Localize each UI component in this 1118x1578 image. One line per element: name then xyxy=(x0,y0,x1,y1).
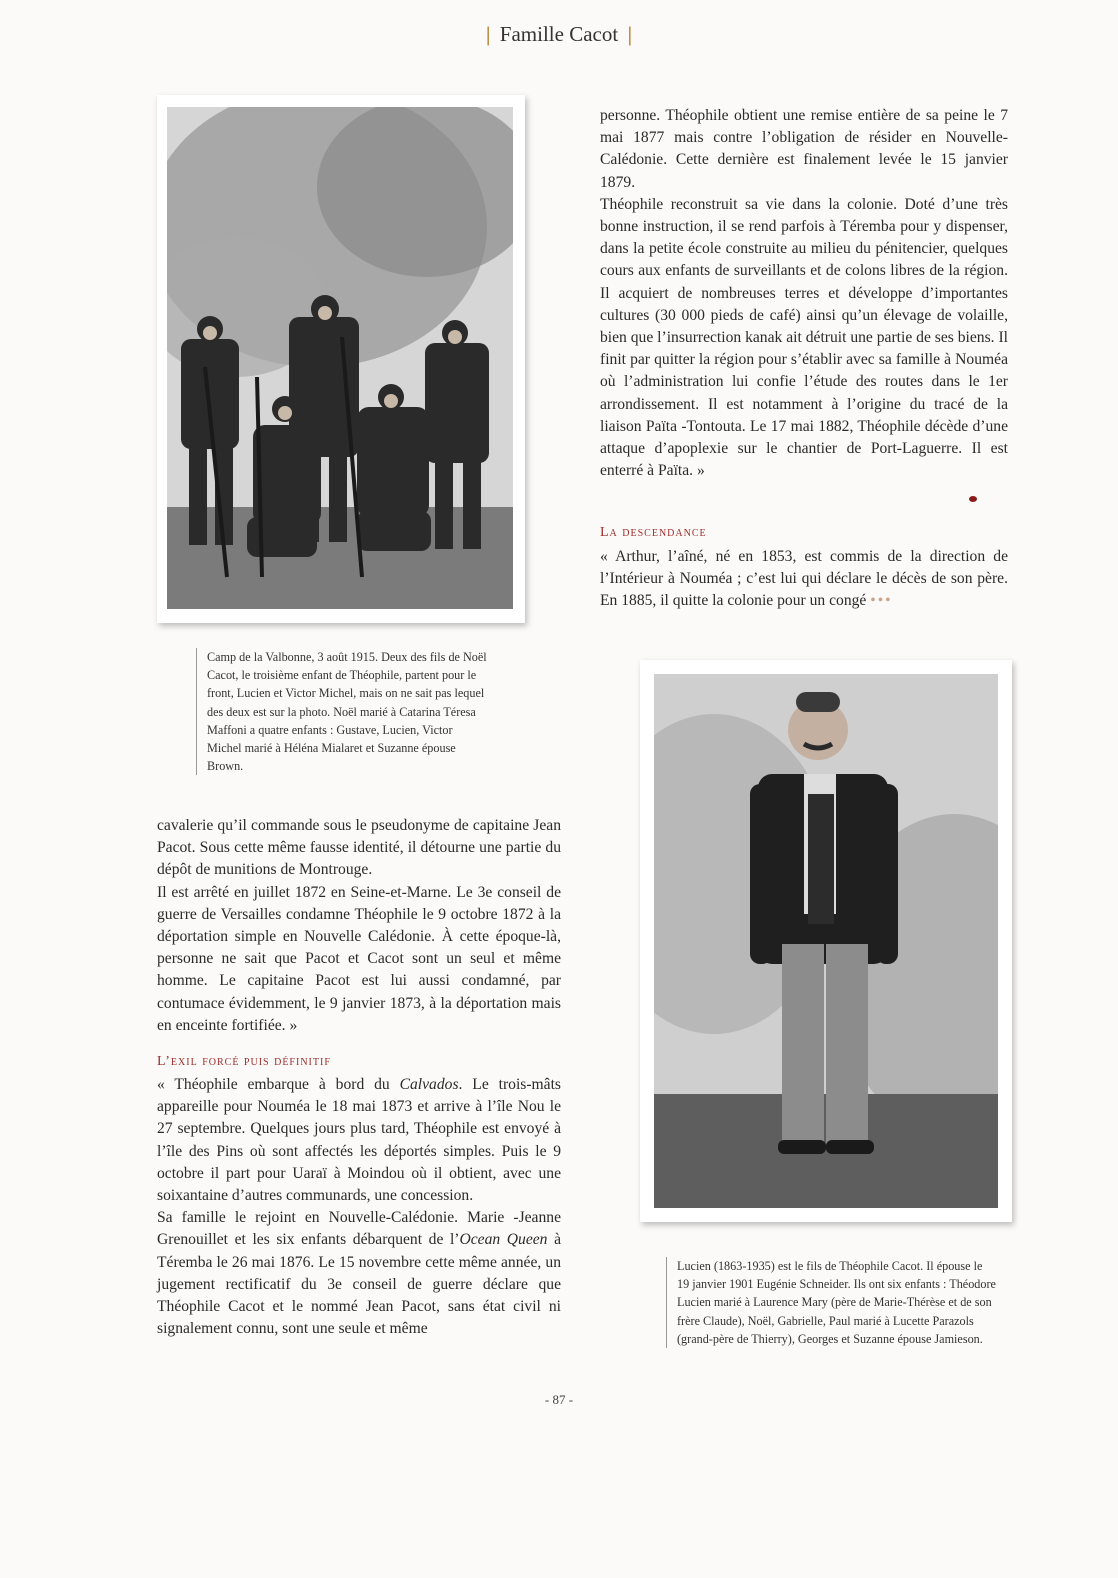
text-run: . Le trois-mâts appareille pour Nouméa le 18 mai 1873 et arrive à l’île Nou le 27 septembre. Quelques jours plus tard, Théophile est envoyé à l’île des Pins où sont affectés les déportés simples. Puis le 9 octobre il part pour Uaraï à Moindou où il obtient, avec une soixantaine d’autres communards, une concession. xyxy=(157,1076,562,1205)
lucien-photo xyxy=(654,674,998,1208)
continue-marker: ••• xyxy=(870,592,893,610)
text-run: à Téremba le 26 mai 1876. Le 15 novembre cette même année, un jugement rectificatif du 3e conseil de guerre déclare que Théophile Cacot et le nommé Jean Pacot, sans état civil ni signalement connu, sont une seule et même xyxy=(157,1231,561,1338)
text-run: « Théophile embarque à bord du xyxy=(157,1076,400,1093)
paragraph: personne. Théophile obtient une remise entière de sa peine le 7 mai 1877 mais contre l’obligation de résider en Nouvelle-Calédonie. Cette dernière est finalement levée le 15 janvier 1879. xyxy=(600,107,1008,191)
header-separator-right: | xyxy=(627,22,633,46)
page-number: - 87 - xyxy=(544,1392,574,1407)
soldiers-photo xyxy=(167,107,513,609)
text-run: Sa famille le rejoint en Nouvelle-Calédonie. Marie -Jeanne Grenouillet et les six enfants débarquent de l’ xyxy=(157,1209,561,1249)
paragraph xyxy=(157,1074,561,1207)
paragraph: « Arthur, l’aîné, né en 1853, est commis de la direction de l’Intérieur à Nouméa ; c’est lui qui déclare le décès de son père. En 1885, il quitte la colonie pour un congé xyxy=(600,548,1008,610)
paragraph: Il est arrêté en juillet 1872 en Seine-et-Marne. Le 3e conseil de guerre de Versailles condamne Théophile le 9 octobre 1872 à la déportation simple en Nouvelle Calédonie. À cette époque-là, personne ne sait que Pacot et Cacot sont un seul et même homme. Le capitaine Pacot est lui aussi condamné, par contumace évidemment, le 9 janvier 1873, à la déportation mais en enceinte fortifiée. » xyxy=(157,883,561,1034)
header-title: Famille Cacot xyxy=(499,22,619,46)
soldiers-photo-frame xyxy=(157,95,525,623)
paragraph xyxy=(157,1207,561,1340)
ship-name: Calvados xyxy=(399,1076,459,1093)
paragraph: cavalerie qu’il commande sous le pseudonyme de capitaine Jean Pacot. Sous cette même fausse identité, il détourne une partie du dépôt de munitions de Montrouge. xyxy=(157,817,561,879)
lucien-photo-frame xyxy=(640,660,1012,1222)
left-column-text xyxy=(157,815,561,1037)
right-column-text xyxy=(600,105,1008,482)
section-heading-descendance: La descendance xyxy=(600,525,707,540)
paragraph: Théophile reconstruit sa vie dans la colonie. Doté d’une très bonne instruction, il se rend parfois à Téremba pour y dispenser, dans la petite école construite au milieu du pénitencier, quelques cours aux enfants de surveillants et de colons libres de la région. Il acquiert de nombreuses terres et développe d’importantes cultures (30 000 pieds de café) ainsi qu’un élevage de volaille, bien que l’insurrection kanak ait détruit une partie de ses biens. Il finit par quitter la région pour s’établir avec sa famille à Nouméa où l’administration lui confie l’étude des routes dans le 1er arrondissement. Il est notamment à l’origine du tracé de la liaison Païta -Tontouta. Le 17 mai 1882, Théophile décède d’une attaque d’apoplexie sur le chantier de Port-Laguerre. Il est enterré à Païta. » xyxy=(600,195,1008,480)
ship-name: Ocean Queen xyxy=(459,1231,548,1249)
decorative-mark xyxy=(969,496,977,502)
lucien-photo-caption: Lucien (1863-1935) est le fils de Théophile Cacot. Il épouse le 19 janvier 1901 Eugénie Schneider. Ils ont six enfants : Théodore Lucien marié à Laurence Mary (père de Marie-Thérèse et de son frère Claude), Noël, Gabrielle, Paul marié à Lucette Parazols (grand-père de Thierry), Georges et Suzanne épouse Jamieson. xyxy=(666,1257,997,1348)
header-separator-left: | xyxy=(485,22,491,46)
running-header xyxy=(0,22,1118,47)
descendance-text xyxy=(600,546,1008,613)
exil-text xyxy=(157,1074,561,1340)
section-heading-exil: L’exil forcé puis définitif xyxy=(157,1054,331,1069)
soldiers-photo-caption: Camp de la Valbonne, 3 août 1915. Deux des fils de Noël Cacot, le troisième enfant de Théophile, partent pour le front, Lucien et Victor Michel, mais on ne sait pas lequel des deux est sur la photo. Noël marié à Catarina Téresa Maffoni a quatre enfants : Gustave, Lucien, Victor Michel marié à Héléna Mialaret et Suzanne épouse Brown. xyxy=(196,648,489,775)
